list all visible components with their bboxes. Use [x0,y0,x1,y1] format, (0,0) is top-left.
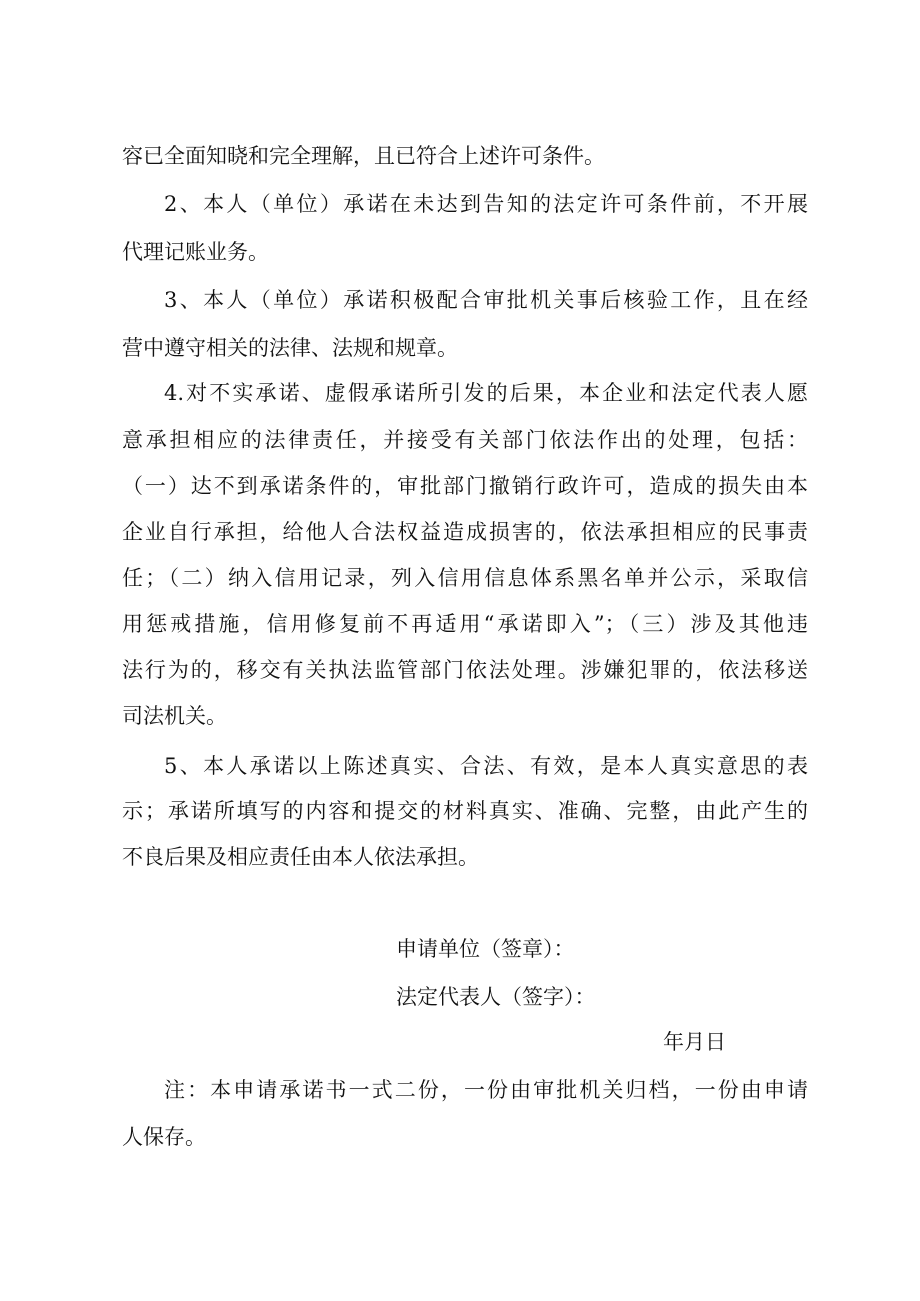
note-line-1: 注：本申请承诺书一式二份，一份由审批机关归档，一份由申请 [164,1078,808,1102]
signature-unit: 申请单位（签章）： [396,937,575,961]
continuation-text: 容已全面知晓和完全理解，且已符合上述许可条件。 [122,144,605,168]
item-2-line-2: 代理记账业务。 [122,240,269,264]
item-4-line-5: 任；（二）纳入信用记录，列入信用信息体系黑名单并公示，采取信 [122,566,808,590]
item-2-line-1: 2、本人（单位）承诺在未达到告知的法定许可条件前，不开展 [164,192,808,216]
item-4-line-6: 用惩戒措施，信用修复前不再适用“承诺即入”；（三）涉及其他违 [122,612,808,636]
item-5-line-2: 示；承诺所填写的内容和提交的材料真实、准确、完整，由此产生的 [122,799,808,823]
item-4-line-7: 法行为的，移交有关执法监管部门依法处理。涉嫌犯罪的，依法移送 [122,658,808,682]
note-line-2: 人保存。 [122,1125,206,1149]
item-4-line-4: 企业自行承担，给他人合法权益造成损害的，依法承担相应的民事责 [122,520,808,544]
item-5-line-3: 不良后果及相应责任由本人依法承担。 [122,845,479,869]
item-3-line-1: 3、本人（单位）承诺积极配合审批机关事后核验工作，且在经 [164,288,808,312]
item-5-line-1: 5、本人承诺以上陈述真实、合法、有效，是本人真实意思的表 [164,754,808,778]
item-4-line-2: 意承担相应的法律责任，并接受有关部门依法作出的处理，包括： [122,428,808,452]
item-4-line-8: 司法机关。 [122,704,227,728]
item-4-line-1: 4.对不实承诺、虚假承诺所引发的后果，本企业和法定代表人愿 [164,381,808,405]
signature-date: 年月日 [663,1030,726,1054]
item-3-line-2: 营中遵守相关的法律、法规和规章。 [122,336,458,360]
item-4-line-3: （一）达不到承诺条件的，审批部门撤销行政许可，造成的损失由本 [122,474,808,498]
signature-representative: 法定代表人（签字）： [396,985,596,1009]
